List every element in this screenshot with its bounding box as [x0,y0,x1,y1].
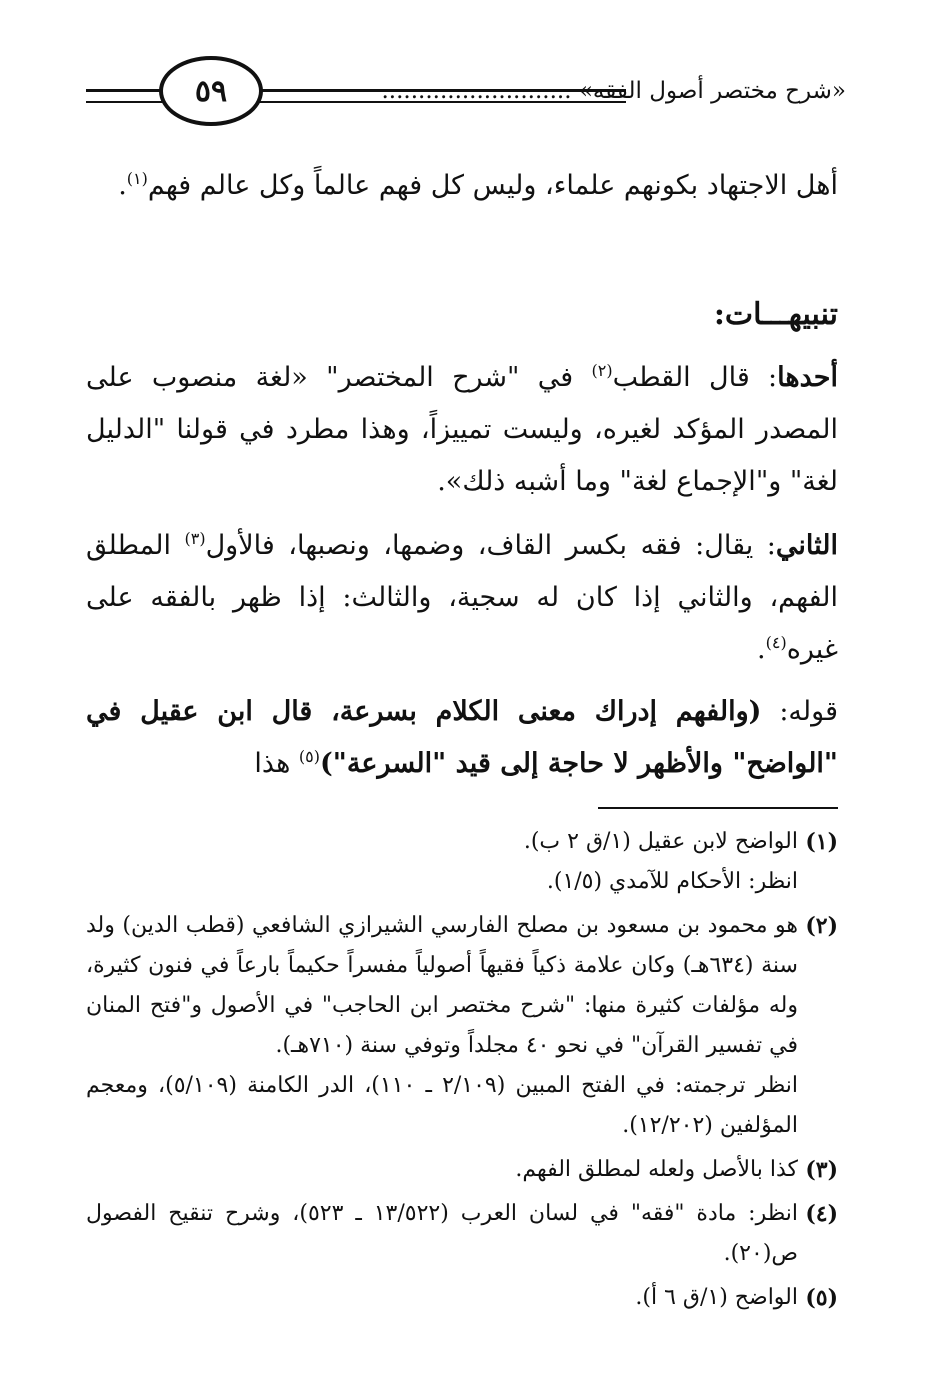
page-number: ٥٩ [194,73,228,109]
paragraph-lead: أحدها [777,362,839,393]
footnote-ref-1[interactable]: (١) [126,169,148,188]
page-header [86,56,846,134]
paragraph-quote: قوله: (والفهم إدراك معنى الكلام بسرعة، قال ابن عقيل في "الواضح" والأظهر لا حاجة إلى قيد "السرعة")$^{(٥)}$ هذا [86,696,838,779]
footnote-number: (٥) [805,1285,838,1311]
running-title-text: «شرح مختصر أصول الفقه» [578,78,846,104]
footnote-ref-5[interactable]: (٥) [298,747,321,766]
section-heading: تنبيهـــات: [713,297,838,332]
footnotes [86,822,838,1322]
footnote-line: كذا بالأصل ولعله لمطلق الفهم. [515,1157,798,1182]
page-number-oval [159,56,263,126]
quoted-matn: (والفهم إدراك معنى الكلام بسرعة، قال ابن عقيل في "الواضح" والأظهر لا حاجة إلى قيد "السرعة") [86,696,838,779]
footnote-separator [598,807,838,809]
footnote-number: (١) [805,829,838,855]
paragraph-second-note: الثاني: يقال: فقه بكسر القاف، وضمها، ونصبها، فالأول$^{(٣)}$ المطلق الفهم، والثاني إذا كان له سجية، والثالث: إذا ظهر بالفقه على غيره$^{(٤)}$. [86,529,838,665]
footnote-line: الواضح لابن عقيل (١/ق ٢ ب). [523,829,798,854]
footnote-line: الواضح (١/ق ٦ أ). [635,1285,798,1310]
footnote-line: انظر: مادة "فقه" في لسان العرب (١٣/٥٢٢ ـ ٥٢٣)، وشرح تنقيح الفصول ص(٢٠). [86,1201,798,1266]
footnote-item [86,1150,838,1190]
footnote-item [86,822,838,902]
intro-text: أهل الاجتهاد بكونهم علماء، وليس كل فهم عالماً وكل عالم فهم [147,170,838,201]
intro-paragraph: أهل الاجتهاد بكونهم علماء، وليس كل فهم عالماً وكل عالم فهم$^{(١)}$. [118,169,838,201]
footnote-number: (٢) [805,913,838,939]
footnote-item [86,1194,838,1274]
footnote-number: (٣) [805,1157,838,1183]
footnote-item [86,906,838,1146]
footnote-ref-2[interactable]: (٢) [591,361,613,380]
footnote-ref-3[interactable]: (٣) [184,529,206,548]
footnote-number: (٤) [805,1201,838,1227]
footnote-line: انظر ترجمته: في الفتح المبين (٢/١٠٩ ـ ١١٠)، الدر الكامنة (٥/١٠٩)، ومعجم المؤلفين (١٢/٢٠٢). [86,1073,799,1138]
paragraph-first-note: أحدها: قال القطب$^{(٢)}$ في "شرح المختصر" «لغة منصوب على المصدر المؤكد لغيره، وليست تمييزاً، وهذا مطرد في قولنا "الدليل لغة" و"الإجماع لغة" وما أشبه ذلك». [86,361,839,497]
footnote-line: انظر: الأحكام للآمدي (١/٥). [546,869,798,894]
running-title: «شرح مختصر أصول الفقه» .......................... [381,78,846,104]
footnote-line: هو محمود بن مسعود بن مصلح الفارسي الشيرازي الشافعي (قطب الدين) ولد سنة (٦٣٤هـ) وكان علامة ذكياً فقيهاً أصولياً مفسراً حكيماً بارعاً في فنون كثيرة، وله مؤلفات كثيرة منها: "شرح مختصر ابن الحاجب" في الأصول و"فتح المنان في تفسير القرآن" في نحو ٤٠ مجلداً وتوفي سنة (٧١٠هـ). [86,913,799,1058]
paragraph-lead: الثاني [775,530,838,561]
footnote-item [86,1278,838,1318]
footnote-ref-4[interactable]: (٤) [765,633,787,652]
